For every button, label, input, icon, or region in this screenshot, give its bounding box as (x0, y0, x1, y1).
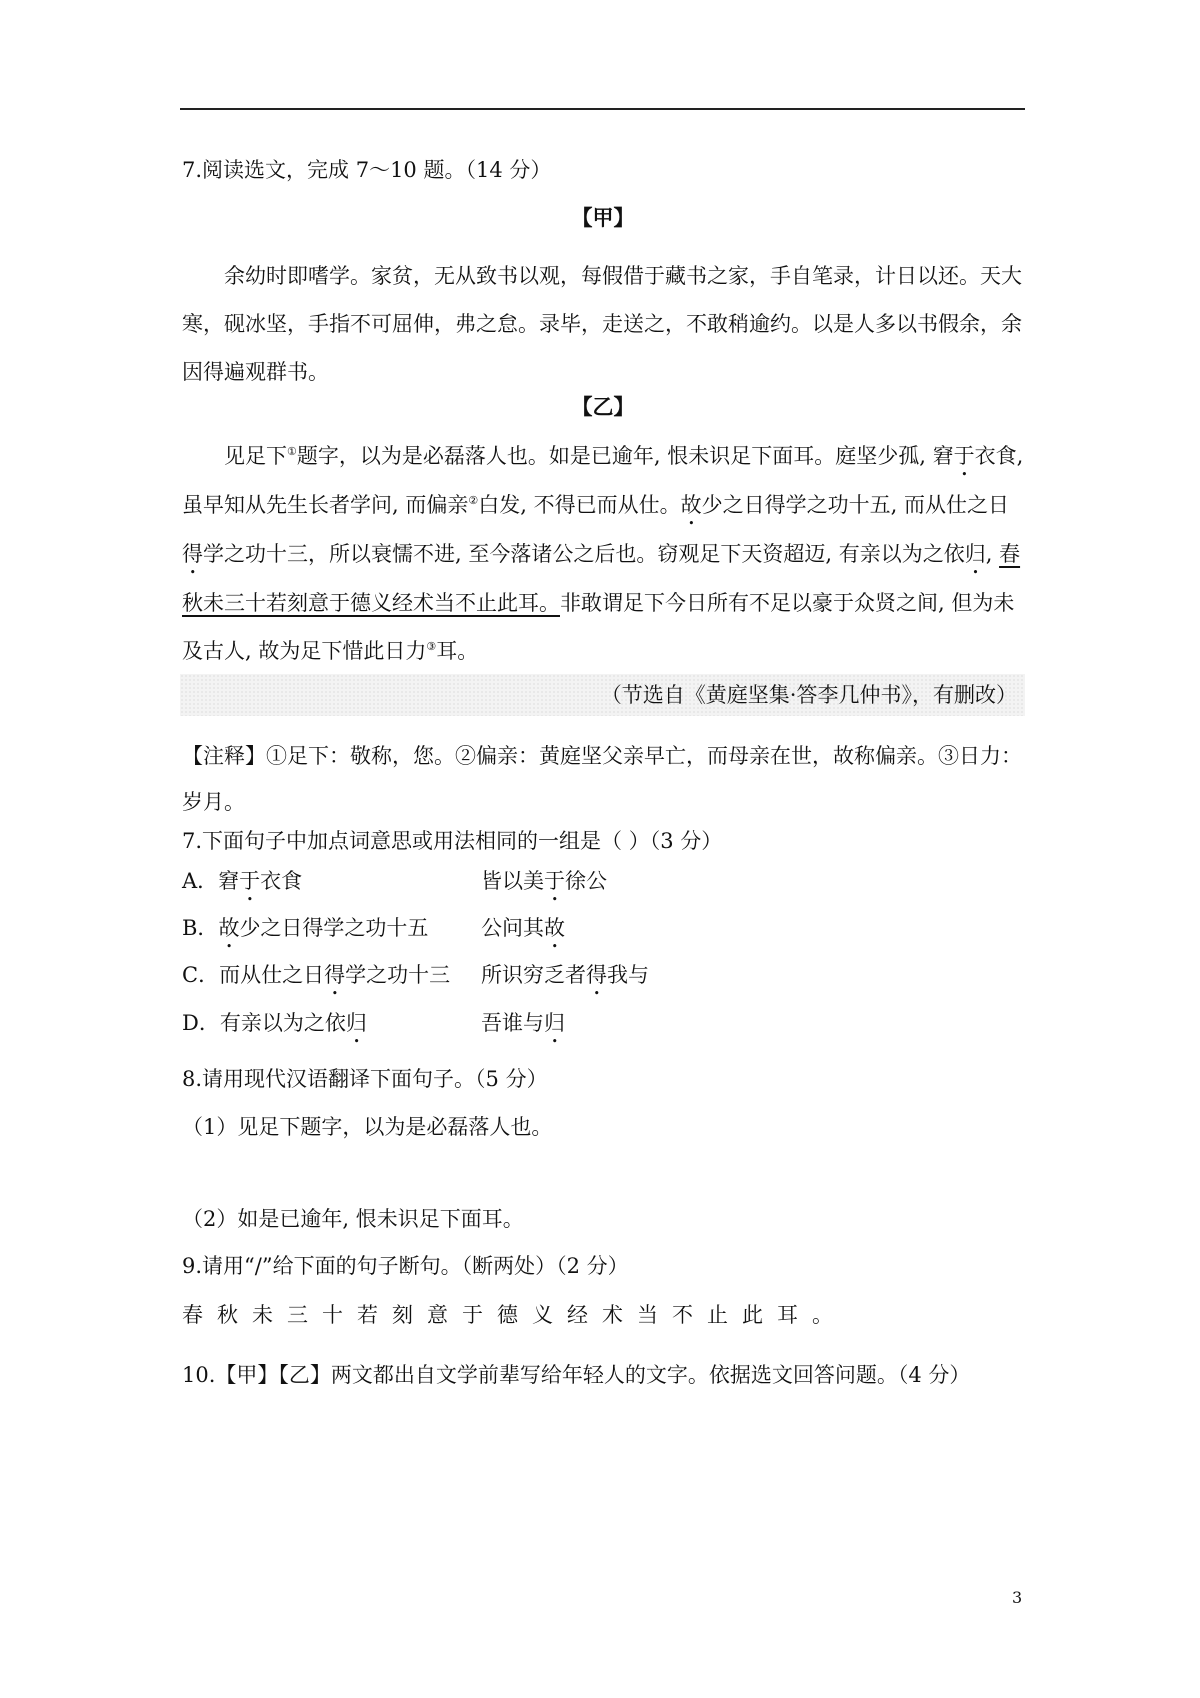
footnote-ref-1: ① (287, 445, 297, 458)
q7-option-d-left: D．有亲以为之依归 (182, 1011, 367, 1035)
notes: 【注释】①足下：敬称，您。②偏亲：黄庭坚父亲早亡，而母亲在世，故称偏亲。③日力：岁月。 (182, 744, 1022, 814)
underlined-sentence: 春秋未三十若刻意于德义经术当不止此耳。 (182, 542, 1021, 615)
passage-b-text: 见足下①题字，以为是必磊落人也。如是已逾年, 恨未识足下面耳。庭坚少孤, 窘于衣食, 虽早知从先生长者学问, 而偏亲②白发, 不得已而从仕。故少之日得学之功十五, 而从仕之日得学之功十三，所以衰懦不进, 至今落诸公之后也。窃观足下天资超迈, 有亲以为之依归, 春秋未三十若刻意于德义经术当不止此耳。非敢谓足下今日所有不足以豪于众贤之间, 但为未及古人, 故为足下惜此日力③耳。 (182, 444, 1024, 663)
header-rule (180, 108, 1025, 110)
section-title: 7.阅读选文，完成 7～10 题。（14 分） (182, 158, 552, 182)
source-citation: （节选自《黄庭坚集·答李几仲书》，有删改） (600, 683, 1017, 707)
q7-option-c-right: 所识穷乏者得我与 (481, 963, 649, 987)
dotted-word: 故 (680, 493, 702, 517)
footnote-ref-3: ③ (426, 640, 437, 653)
q7-option-b-left: B．故少之日得学之功十五 (182, 916, 429, 940)
q7-option-b-right: 公问其故 (481, 916, 565, 940)
q7-option-d-right: 吾谁与归 (481, 1011, 565, 1035)
q9-stem: 9.请用“/”给下面的句子断句。（断两处）（2 分） (182, 1254, 629, 1278)
dotted-word: 得 (182, 542, 203, 566)
page-number: 3 (1012, 1588, 1023, 1607)
q10-stem: 10.【甲】【乙】两文都出自文学前辈写给年轻人的文字。依据选文回答问题。（4 分） (182, 1363, 971, 1387)
q8-sentence-1: （1）见足下题字，以为是必磊落人也。 (182, 1115, 553, 1139)
passage-a-label: 【甲】 (571, 205, 635, 230)
dotted-word: 于 (953, 444, 975, 468)
q8-stem: 8.请用现代汉语翻译下面句子。（5 分） (182, 1067, 548, 1091)
source-bar (180, 674, 1025, 716)
q7-option-c-left: C．而从仕之日得学之功十三 (182, 963, 451, 987)
dotted-word: 归 (964, 542, 986, 566)
q7-stem: 7.下面句子中加点词意思或用法相同的一组是（ ）（3 分） (182, 829, 723, 853)
q7-option-a-left: A．窘于衣食 (182, 869, 303, 893)
footnote-ref-2: ② (468, 494, 479, 507)
passage-a-text: 余幼时即嗜学。家贫，无从致书以观，每假借于藏书之家，手自笔录，计日以还。天大寒，砚冰坚，手指不可屈伸，弗之怠。录毕，走送之，不敢稍逾约。以是人多以书假余，余因得遍观群书。 (182, 264, 1022, 384)
passage-b-label: 【乙】 (571, 394, 635, 419)
q9-sentence: 春秋未三十若刻意于德义经术当不止此耳。 (182, 1303, 847, 1327)
q8-sentence-2: （2）如是已逾年, 恨未识足下面耳。 (182, 1207, 524, 1231)
q7-option-a-right: 皆以美于徐公 (481, 869, 607, 893)
